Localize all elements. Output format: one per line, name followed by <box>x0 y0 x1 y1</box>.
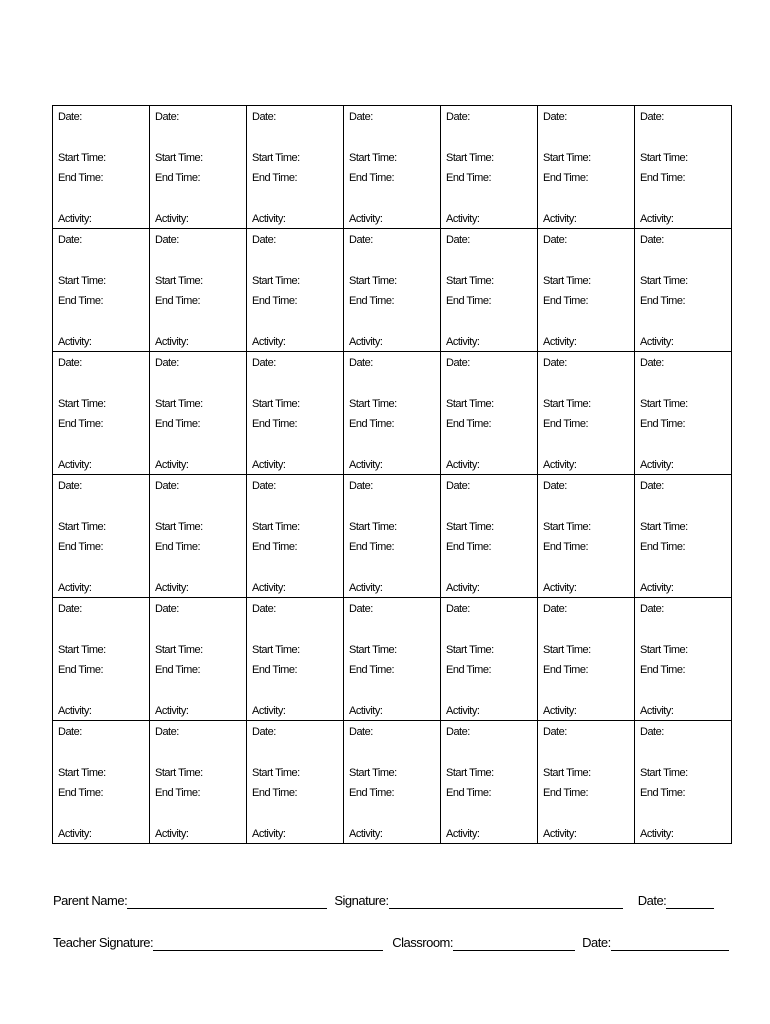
activity-label: Activity: <box>446 828 480 840</box>
end-time-label: End Time: <box>252 787 298 799</box>
start-time-label: Start Time: <box>155 521 203 533</box>
log-cell[interactable] <box>635 352 732 475</box>
start-time-label: Start Time: <box>640 644 688 656</box>
start-time-label: Start Time: <box>349 644 397 656</box>
log-cell[interactable] <box>247 721 344 844</box>
log-cell[interactable] <box>344 475 441 598</box>
end-time-label: End Time: <box>446 295 492 307</box>
end-time-label: End Time: <box>543 172 589 184</box>
log-cell[interactable] <box>150 721 247 844</box>
date-label: Date: <box>640 234 664 246</box>
date-label: Date: <box>543 111 567 123</box>
start-time-label: Start Time: <box>446 644 494 656</box>
date-label: Date: <box>543 726 567 738</box>
date-label: Date: <box>640 480 664 492</box>
end-time-label: End Time: <box>640 541 686 553</box>
start-time-label: Start Time: <box>58 152 106 164</box>
end-time-label: End Time: <box>58 295 104 307</box>
date-label: Date: <box>640 603 664 615</box>
activity-label: Activity: <box>543 828 577 840</box>
parent-date-label: Date: <box>637 893 667 908</box>
date-label: Date: <box>349 726 373 738</box>
start-time-label: Start Time: <box>58 398 106 410</box>
end-time-label: End Time: <box>252 295 298 307</box>
log-cell[interactable] <box>635 721 732 844</box>
start-time-label: Start Time: <box>543 398 591 410</box>
start-time-label: Start Time: <box>252 644 300 656</box>
activity-label: Activity: <box>446 705 480 717</box>
start-time-label: Start Time: <box>446 767 494 779</box>
date-label: Date: <box>58 726 82 738</box>
parent-name-field[interactable] <box>127 895 327 909</box>
log-row <box>53 229 732 352</box>
end-time-label: End Time: <box>58 787 104 799</box>
activity-label: Activity: <box>349 459 383 471</box>
start-time-label: Start Time: <box>252 521 300 533</box>
end-time-label: End Time: <box>349 541 395 553</box>
start-time-label: Start Time: <box>446 521 494 533</box>
end-time-label: End Time: <box>155 418 201 430</box>
start-time-label: Start Time: <box>58 275 106 287</box>
activity-label: Activity: <box>640 828 674 840</box>
end-time-label: End Time: <box>155 787 201 799</box>
log-cell[interactable] <box>538 106 635 229</box>
date-label: Date: <box>155 111 179 123</box>
start-time-label: Start Time: <box>252 275 300 287</box>
end-time-label: End Time: <box>252 541 298 553</box>
date-label: Date: <box>58 480 82 492</box>
log-cell[interactable] <box>538 475 635 598</box>
log-cell[interactable] <box>247 475 344 598</box>
start-time-label: Start Time: <box>349 152 397 164</box>
log-cell[interactable] <box>441 598 538 721</box>
date-label: Date: <box>446 603 470 615</box>
log-cell[interactable] <box>441 106 538 229</box>
log-cell[interactable] <box>441 229 538 352</box>
date-label: Date: <box>155 603 179 615</box>
date-label: Date: <box>155 234 179 246</box>
log-cell[interactable] <box>344 106 441 229</box>
activity-label: Activity: <box>155 705 189 717</box>
log-cell[interactable] <box>441 475 538 598</box>
log-row <box>53 475 732 598</box>
log-cell[interactable] <box>344 721 441 844</box>
date-label: Date: <box>640 726 664 738</box>
activity-label: Activity: <box>543 582 577 594</box>
date-label: Date: <box>446 111 470 123</box>
end-time-label: End Time: <box>349 664 395 676</box>
start-time-label: Start Time: <box>155 152 203 164</box>
end-time-label: End Time: <box>252 664 298 676</box>
signature-field[interactable] <box>389 895 623 909</box>
teacher-signature-label: Teacher Signature: <box>53 935 154 950</box>
start-time-label: Start Time: <box>349 275 397 287</box>
date-label: Date: <box>252 357 276 369</box>
activity-label: Activity: <box>640 213 674 225</box>
activity-label: Activity: <box>349 336 383 348</box>
date-label: Date: <box>252 234 276 246</box>
activity-label: Activity: <box>349 582 383 594</box>
log-cell[interactable] <box>247 229 344 352</box>
end-time-label: End Time: <box>58 418 104 430</box>
log-cell[interactable] <box>441 721 538 844</box>
activity-label: Activity: <box>58 213 92 225</box>
log-cell[interactable] <box>150 475 247 598</box>
activity-label: Activity: <box>155 336 189 348</box>
end-time-label: End Time: <box>543 418 589 430</box>
date-label: Date: <box>252 726 276 738</box>
log-row <box>53 106 732 229</box>
start-time-label: Start Time: <box>252 767 300 779</box>
log-cell[interactable] <box>635 475 732 598</box>
log-row <box>53 598 732 721</box>
activity-label: Activity: <box>349 213 383 225</box>
activity-label: Activity: <box>640 582 674 594</box>
date-label: Date: <box>543 603 567 615</box>
date-label: Date: <box>58 234 82 246</box>
start-time-label: Start Time: <box>640 521 688 533</box>
activity-label: Activity: <box>252 705 286 717</box>
log-cell[interactable] <box>150 229 247 352</box>
start-time-label: Start Time: <box>543 644 591 656</box>
activity-label: Activity: <box>446 459 480 471</box>
activity-label: Activity: <box>640 459 674 471</box>
date-label: Date: <box>349 480 373 492</box>
log-cell[interactable] <box>635 598 732 721</box>
start-time-label: Start Time: <box>446 152 494 164</box>
end-time-label: End Time: <box>446 418 492 430</box>
log-cell[interactable] <box>538 229 635 352</box>
log-row <box>53 721 732 844</box>
date-label: Date: <box>640 111 664 123</box>
parent-signature-row <box>53 893 714 909</box>
log-cell[interactable] <box>344 352 441 475</box>
end-time-label: End Time: <box>349 295 395 307</box>
log-cell[interactable] <box>635 106 732 229</box>
date-label: Date: <box>58 111 82 123</box>
date-label: Date: <box>349 603 373 615</box>
start-time-label: Start Time: <box>349 521 397 533</box>
log-cell[interactable] <box>247 352 344 475</box>
log-cell[interactable] <box>247 598 344 721</box>
teacher-date-label: Date: <box>582 935 611 950</box>
activity-label: Activity: <box>155 459 189 471</box>
activity-label: Activity: <box>252 828 286 840</box>
date-label: Date: <box>640 357 664 369</box>
start-time-label: Start Time: <box>543 521 591 533</box>
activity-label: Activity: <box>155 582 189 594</box>
date-label: Date: <box>446 234 470 246</box>
start-time-label: Start Time: <box>543 767 591 779</box>
teacher-signature-row <box>53 935 729 951</box>
date-label: Date: <box>155 480 179 492</box>
activity-label: Activity: <box>58 582 92 594</box>
log-cell[interactable] <box>53 106 150 229</box>
activity-label: Activity: <box>252 336 286 348</box>
end-time-label: End Time: <box>349 418 395 430</box>
end-time-label: End Time: <box>252 172 298 184</box>
date-label: Date: <box>58 603 82 615</box>
date-label: Date: <box>155 726 179 738</box>
classroom-field[interactable] <box>453 937 575 951</box>
log-cell[interactable] <box>150 106 247 229</box>
date-label: Date: <box>446 480 470 492</box>
activity-label: Activity: <box>155 828 189 840</box>
start-time-label: Start Time: <box>252 152 300 164</box>
end-time-label: End Time: <box>252 418 298 430</box>
activity-label: Activity: <box>252 582 286 594</box>
log-cell[interactable] <box>150 598 247 721</box>
end-time-label: End Time: <box>640 418 686 430</box>
log-cell[interactable] <box>53 229 150 352</box>
date-label: Date: <box>446 726 470 738</box>
date-label: Date: <box>155 357 179 369</box>
activity-label: Activity: <box>58 705 92 717</box>
date-label: Date: <box>543 234 567 246</box>
start-time-label: Start Time: <box>58 521 106 533</box>
date-label: Date: <box>252 111 276 123</box>
end-time-label: End Time: <box>446 172 492 184</box>
activity-label: Activity: <box>446 213 480 225</box>
activity-label: Activity: <box>543 705 577 717</box>
activity-label: Activity: <box>252 213 286 225</box>
activity-label: Activity: <box>446 336 480 348</box>
end-time-label: End Time: <box>155 664 201 676</box>
end-time-label: End Time: <box>446 787 492 799</box>
activity-label: Activity: <box>640 336 674 348</box>
start-time-label: Start Time: <box>155 644 203 656</box>
log-row <box>53 352 732 475</box>
start-time-label: Start Time: <box>543 275 591 287</box>
start-time-label: Start Time: <box>640 767 688 779</box>
log-cell[interactable] <box>53 598 150 721</box>
activity-label: Activity: <box>640 705 674 717</box>
end-time-label: End Time: <box>349 787 395 799</box>
activity-label: Activity: <box>543 459 577 471</box>
log-cell[interactable] <box>538 721 635 844</box>
end-time-label: End Time: <box>543 541 589 553</box>
log-cell[interactable] <box>344 598 441 721</box>
end-time-label: End Time: <box>58 172 104 184</box>
date-label: Date: <box>252 480 276 492</box>
activity-label: Activity: <box>446 582 480 594</box>
activity-label: Activity: <box>543 213 577 225</box>
start-time-label: Start Time: <box>155 275 203 287</box>
end-time-label: End Time: <box>543 787 589 799</box>
date-label: Date: <box>252 603 276 615</box>
start-time-label: Start Time: <box>155 767 203 779</box>
log-cell[interactable] <box>53 475 150 598</box>
activity-label: Activity: <box>58 459 92 471</box>
teacher-signature-field[interactable] <box>153 937 383 951</box>
log-cell[interactable] <box>53 721 150 844</box>
date-label: Date: <box>349 111 373 123</box>
start-time-label: Start Time: <box>252 398 300 410</box>
activity-label: Activity: <box>58 828 92 840</box>
log-cell[interactable] <box>538 352 635 475</box>
start-time-label: Start Time: <box>640 152 688 164</box>
log-cell[interactable] <box>53 352 150 475</box>
end-time-label: End Time: <box>446 664 492 676</box>
start-time-label: Start Time: <box>349 767 397 779</box>
date-label: Date: <box>58 357 82 369</box>
end-time-label: End Time: <box>58 664 104 676</box>
activity-log-table <box>52 105 732 844</box>
log-cell[interactable] <box>150 352 247 475</box>
start-time-label: Start Time: <box>640 275 688 287</box>
activity-label: Activity: <box>349 828 383 840</box>
activity-label: Activity: <box>349 705 383 717</box>
end-time-label: End Time: <box>349 172 395 184</box>
date-label: Date: <box>349 357 373 369</box>
end-time-label: End Time: <box>640 295 686 307</box>
signature-label: Signature: <box>334 893 389 908</box>
start-time-label: Start Time: <box>58 767 106 779</box>
end-time-label: End Time: <box>543 664 589 676</box>
parent-date-field[interactable] <box>666 895 714 909</box>
log-cell[interactable] <box>441 352 538 475</box>
date-label: Date: <box>446 357 470 369</box>
end-time-label: End Time: <box>543 295 589 307</box>
activity-label: Activity: <box>155 213 189 225</box>
date-label: Date: <box>543 480 567 492</box>
start-time-label: Start Time: <box>349 398 397 410</box>
start-time-label: Start Time: <box>58 644 106 656</box>
parent-name-label: Parent Name: <box>53 893 128 908</box>
end-time-label: End Time: <box>155 172 201 184</box>
log-cell[interactable] <box>635 229 732 352</box>
end-time-label: End Time: <box>155 541 201 553</box>
classroom-label: Classroom: <box>392 935 453 950</box>
activity-log-body <box>53 106 732 844</box>
date-label: Date: <box>349 234 373 246</box>
log-cell[interactable] <box>344 229 441 352</box>
activity-label: Activity: <box>58 336 92 348</box>
end-time-label: End Time: <box>640 172 686 184</box>
log-cell[interactable] <box>538 598 635 721</box>
start-time-label: Start Time: <box>446 275 494 287</box>
start-time-label: Start Time: <box>640 398 688 410</box>
date-label: Date: <box>543 357 567 369</box>
end-time-label: End Time: <box>640 664 686 676</box>
start-time-label: Start Time: <box>543 152 591 164</box>
log-cell[interactable] <box>247 106 344 229</box>
end-time-label: End Time: <box>58 541 104 553</box>
activity-label: Activity: <box>252 459 286 471</box>
end-time-label: End Time: <box>640 787 686 799</box>
teacher-date-field[interactable] <box>611 937 729 951</box>
end-time-label: End Time: <box>446 541 492 553</box>
activity-label: Activity: <box>543 336 577 348</box>
end-time-label: End Time: <box>155 295 201 307</box>
start-time-label: Start Time: <box>155 398 203 410</box>
start-time-label: Start Time: <box>446 398 494 410</box>
